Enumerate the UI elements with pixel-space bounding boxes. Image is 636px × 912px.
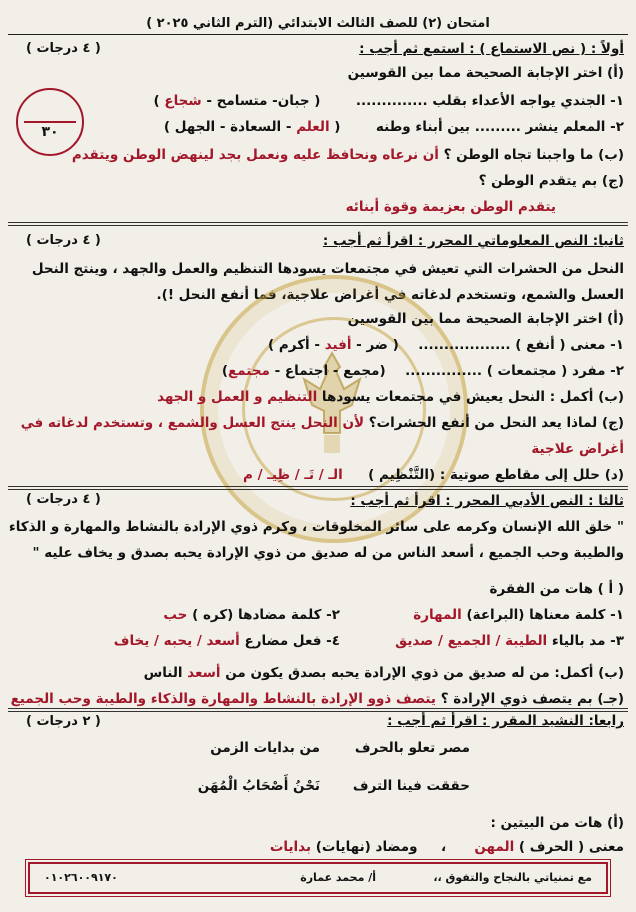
- poem-verse1-part2: من بدايات الزمن: [210, 740, 320, 756]
- s3-q4-text: ٤- فعل مضارع: [239, 633, 340, 649]
- section1-marks: ( ٤ درجات ): [26, 41, 101, 56]
- s3-q3-answer: الطيبة / الجميع / صديق: [395, 633, 548, 649]
- section4-title: رابعا: النشيد المقرر : اقرأ ثم أجب :: [387, 713, 624, 729]
- s3-q2-text: ٢- كلمة مضادها (كره ): [187, 607, 340, 623]
- s2-q2-row: [12, 362, 624, 380]
- poem-verse1-part1: مصر تعلو بالحرف: [354, 740, 470, 756]
- s1-q2-row: [12, 118, 624, 136]
- s2-q1-row: [12, 336, 624, 354]
- exam-title: امتحان (٢) للصف الثالث الابتدائي (الترم الثاني ٢٠٢٥ ): [146, 16, 490, 31]
- s2-b-row: [12, 388, 624, 406]
- s3-b-row: [12, 664, 624, 682]
- s1-q2-options: - السعادة - الجهل ): [163, 119, 297, 135]
- s1-b-question: (ب) ما واجبنا تجاه الوطن ؟: [438, 147, 624, 163]
- s1-q1-text: ١- الجندي يواجه الأعداء بقلب ..............: [355, 93, 624, 109]
- s3-paragraph-line1: " خلق الله الإنسان وكرمه على سائر المخلوقات ، وكرم ذوي الإرادة بالنشاط والمهارة و الذكاء: [8, 519, 624, 535]
- section-divider-2: [8, 486, 628, 490]
- s2-c-answer-line2: أغراض علاجية: [531, 441, 624, 457]
- score-total: ٣٠: [41, 124, 59, 140]
- s2-d-question: (د) حلل إلى مقاطع صوتية : (التَّنْظِيم ): [363, 467, 624, 483]
- s2-c-question: (ج) لماذا يعد النحل من أنفع الحشرات؟: [364, 415, 624, 431]
- s3-c-row: [12, 690, 624, 708]
- s3-q2-row: [12, 606, 340, 624]
- s3-q1-answer: المهارة: [413, 607, 462, 623]
- s3-q3-text: ٣- مد بالياء: [547, 633, 624, 649]
- s3-q1-row: [340, 606, 624, 624]
- s1-q1-answer: شجاع: [164, 93, 202, 109]
- s3-c-question: (جـ) بم يتصف ذوي الإرادة ؟: [436, 691, 624, 707]
- s1-c-question: (ج) بم يتقدم الوطن ؟: [478, 173, 624, 189]
- s3-b-tail: الناس: [143, 665, 188, 681]
- s4-q-row: [12, 838, 624, 856]
- s3-q2-answer: حب: [163, 607, 188, 623]
- s2-b-answer: التنظيم و العمل و الجهد: [157, 389, 318, 405]
- s3-q4-row: [12, 632, 340, 650]
- s2-q1-answer: أفيد: [324, 337, 352, 353]
- s1-choose-heading: (أ) اختر الإجابة الصحيحة مما بين القوسين: [347, 65, 624, 81]
- s4-q-answer1: المهن: [474, 839, 515, 855]
- s2-q2-options: (مجمع - اجتماع -: [269, 363, 386, 379]
- s3-extract-heading: ( أ ) هات من الفقرة: [489, 581, 624, 597]
- footer-wish: مع تمنياتي بالنجاح والتفوق ،،: [433, 871, 592, 884]
- s3-q1-text: ١- كلمة معناها (البراعة): [461, 607, 624, 623]
- section2-marks: ( ٤ درجات ): [26, 233, 101, 248]
- section1-title: أولاً : ( نص الاستماع ) : استمع ثم أجب :: [359, 41, 624, 57]
- s2-paragraph-line1: النحل من الحشرات التي تعيش في مجتمعات يسودها التنظيم والعمل والجهد ، وينتج النحل: [31, 261, 624, 277]
- s4-q-answer2: بدايات: [269, 839, 312, 855]
- s1-q2-open: (: [329, 119, 341, 135]
- footer-phone: ٠١٠٢٦٠٠٩١٧٠: [44, 871, 118, 884]
- s3-q3-row: [340, 632, 624, 650]
- poem-verse2-part1: حققت فينا الترف: [352, 778, 470, 794]
- s1-b-row: [12, 146, 624, 164]
- s3-b-answer: أسعد: [187, 665, 221, 681]
- poem-verse2-part2: نَحْنُ أَصْحَابُ الْمُهَن: [197, 778, 320, 794]
- score-divider: [24, 121, 76, 123]
- footer-teacher: أ/ محمد عمارة: [300, 871, 376, 884]
- s1-b-answer: أن نرعاه ونحافظ عليه ونعمل بجد لينهض الوطن ويتقدم: [71, 147, 439, 163]
- s3-q4-answer: أسعد / يحبه / يخاف: [113, 633, 240, 649]
- s2-q1-text: ١- معنى ( أنفع ) ..................: [418, 337, 624, 353]
- s2-d-answer: الـ / تَـ / ظِيـ / م: [242, 467, 343, 483]
- s2-d-row: [12, 466, 624, 484]
- s1-c-answer: يتقدم الوطن بعزيمة وقوة أبنائه: [345, 199, 556, 215]
- section-divider-1: [8, 222, 628, 226]
- s2-q2-answer: مجتمع: [228, 363, 270, 379]
- s1-q2-answer: العلم: [296, 119, 330, 135]
- s2-q1-options: - أكرم ): [268, 337, 325, 353]
- s1-q1-options: ( جبان- متسامح -: [201, 93, 321, 109]
- s2-q2-close: ): [221, 363, 229, 379]
- s2-q1-open: ( ضر -: [351, 337, 399, 353]
- s4-extract-heading: (أ) هات من البيتين :: [490, 815, 624, 831]
- s2-c-row: [12, 414, 624, 432]
- s2-c-answer-line1: لأن النحل ينتج العسل والشمع ، وتستخدم لدغاته في: [20, 415, 365, 431]
- header-divider: [8, 34, 628, 35]
- footer-box: [28, 862, 608, 894]
- s3-paragraph-line2: والطيبة وحب الجميع ، أسعد الناس من له صديق من ذوي الإرادة يحبه بصدق و يخاف عليه ": [32, 545, 624, 561]
- s2-b-question: (ب) أكمل : النحل يعيش في مجتمعات يسودها: [317, 389, 624, 405]
- s1-q2-text: ٢- المعلم ينشر ......... بين أبناء وطنه: [375, 119, 624, 135]
- s2-paragraph-line2: العسل والشمع، وتستخدم لدغاته في أغراض علاجية، فما أنفع النحل !).: [156, 287, 624, 303]
- s3-c-answer: يتصف ذوو الإرادة بالنشاط والمهارة والذكاء والطيبة وحب الجميع: [10, 691, 436, 707]
- section2-title: ثانيا: النص المعلوماتي المحرر : اقرأ ثم أجب :: [322, 233, 624, 249]
- s3-b-question: (ب) أكمل: من له صديق من ذوي الإرادة يحبه بصدق يكون من: [220, 665, 624, 681]
- section3-title: ثالثا : النص الأدبي المحرر : اقرأ ثم أجب :: [350, 493, 624, 509]
- s1-q1-close: ): [153, 93, 165, 109]
- s1-q1-row: [12, 92, 624, 110]
- s2-q2-text: ٢- مفرد ( مجتمعات ) ...............: [405, 363, 624, 379]
- s2-choose-heading: (أ) اختر الإجابة الصحيحة مما بين القوسين: [347, 311, 624, 327]
- section4-marks: ( ٢ درجات ): [26, 714, 101, 729]
- s4-q-mid: ، ومضاد (نهايات): [311, 839, 475, 855]
- section3-marks: ( ٤ درجات ): [26, 492, 101, 507]
- s4-q-text: معنى ( الحرف ): [514, 839, 624, 855]
